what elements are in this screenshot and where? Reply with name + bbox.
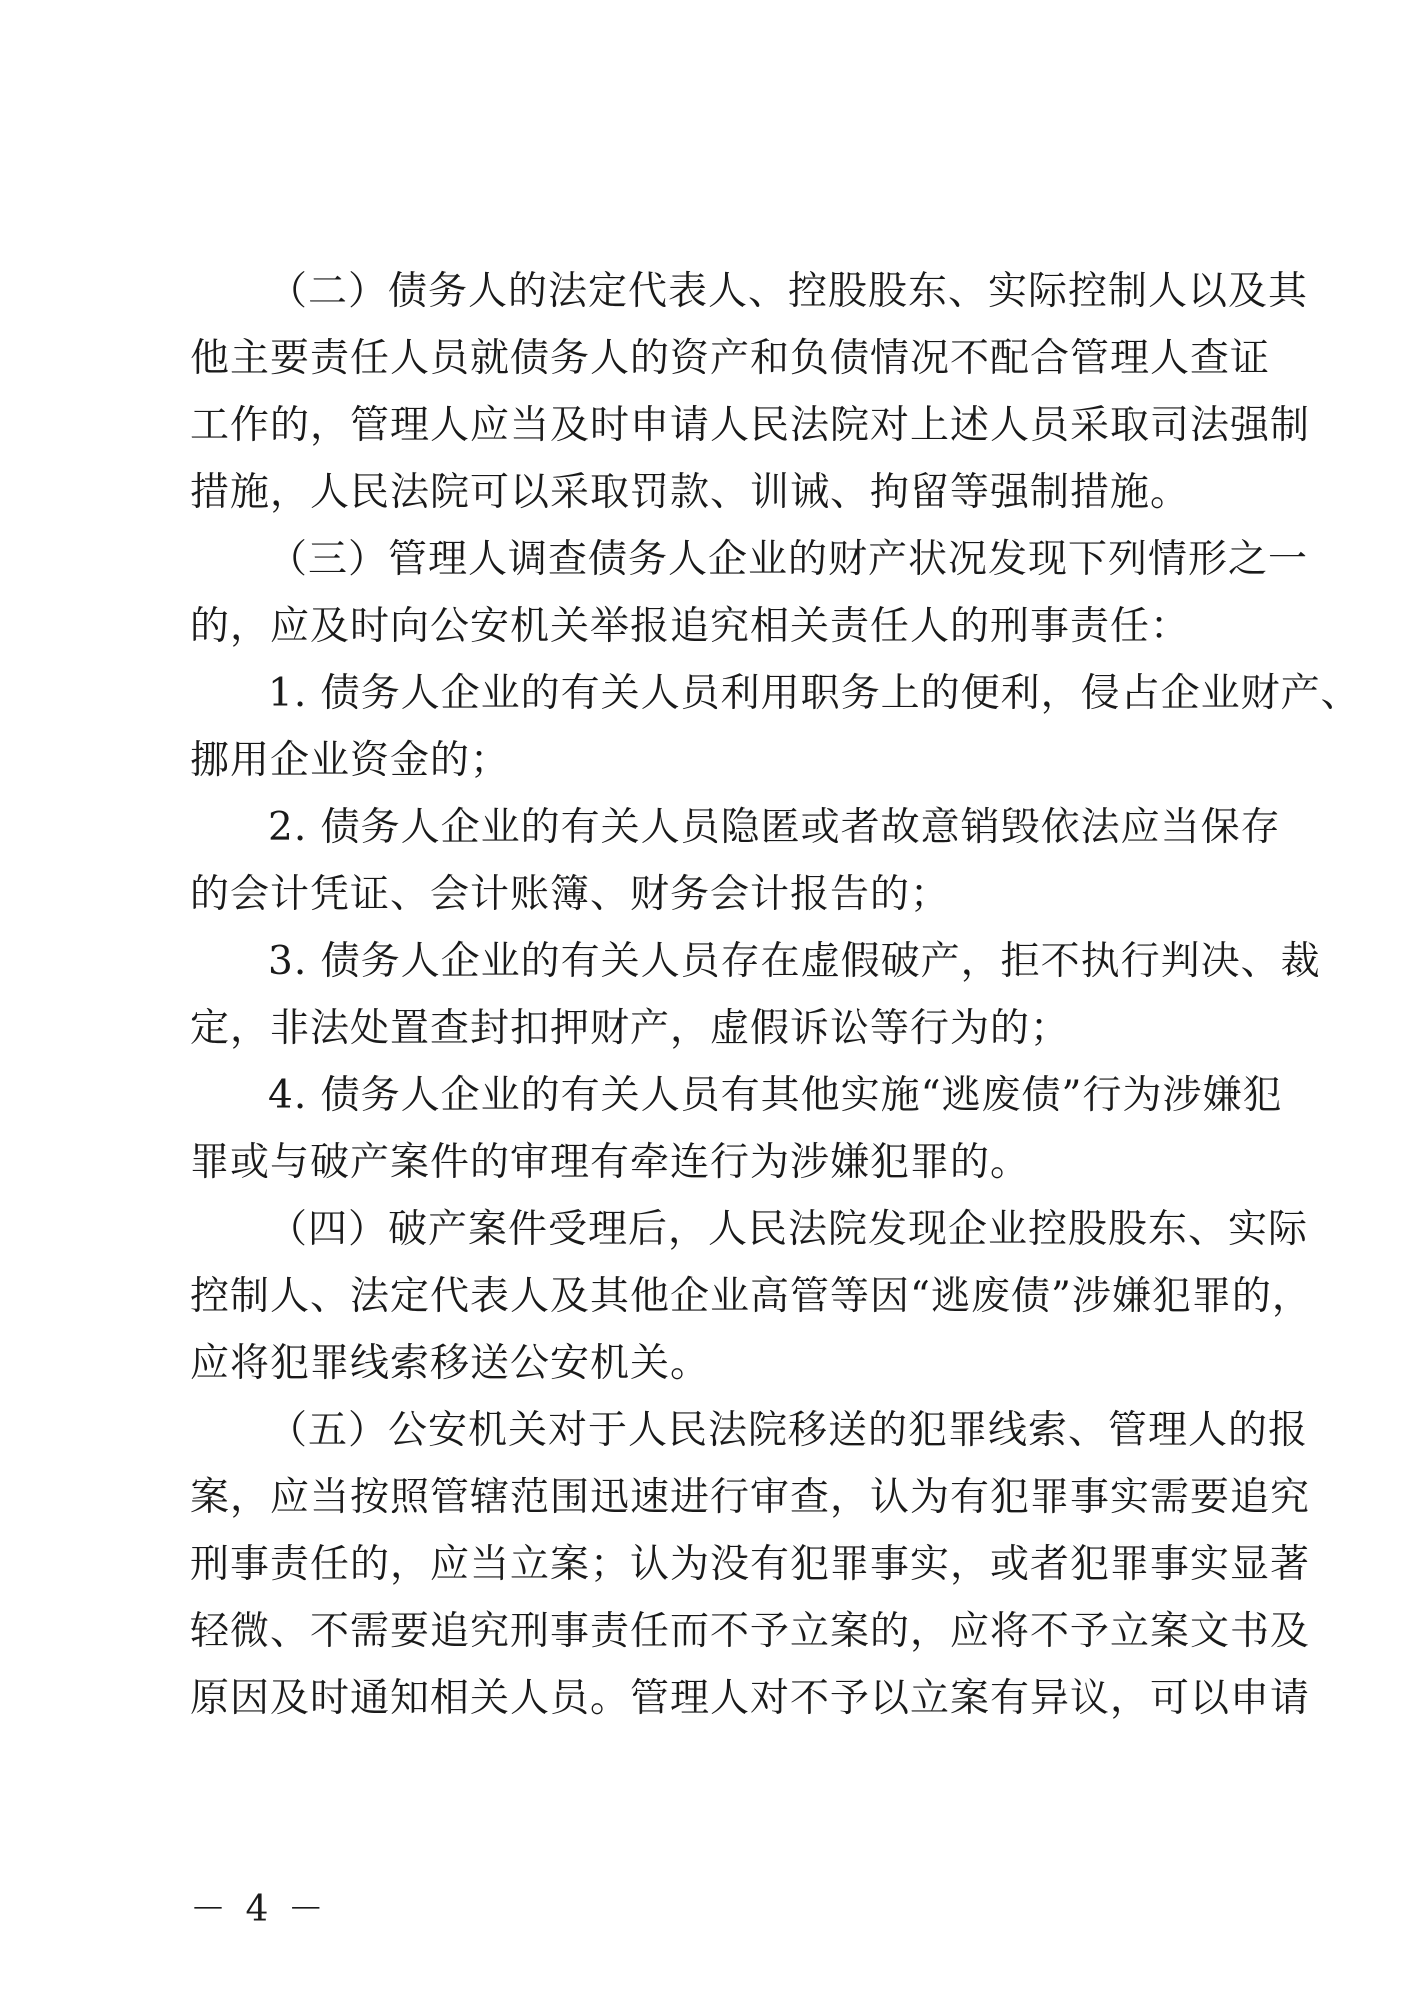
list-item-3: [190, 928, 1321, 1062]
text-line: 的会计凭证、会计账簿、财务会计报告的；: [190, 872, 951, 917]
text-line: 的，应及时向公安机关举报追究相关责任人的刑事责任：: [190, 604, 1191, 649]
text-line: 2. 债务人企业的有关人员隐匿或者故意销毁依法应当保存: [268, 805, 1281, 850]
text-line: 4. 债务人企业的有关人员有其他实施“逃废债”行为涉嫌犯: [268, 1073, 1283, 1118]
text-line: 定，非法处置查封扣押财产，虚假诉讼等行为的；: [190, 1006, 1071, 1051]
text-line: 3. 债务人企业的有关人员存在虚假破产，拒不执行判决、裁: [268, 939, 1321, 984]
list-item-1: [190, 660, 1361, 794]
text-line: 应将犯罪线索移送公安机关。: [190, 1341, 711, 1386]
text-line: 挪用企业资金的；: [190, 738, 511, 783]
text-line: 工作的，管理人应当及时申请人民法院对上述人员采取司法强制: [190, 403, 1311, 448]
page-number: － 4 －: [190, 1889, 328, 1930]
text-line: 罪或与破产案件的审理有牵连行为涉嫌犯罪的。: [190, 1140, 1031, 1185]
paragraph-2: [190, 258, 1311, 526]
text-line: 他主要责任人员就债务人的资产和负债情况不配合管理人查证: [190, 336, 1271, 381]
text-line: 轻微、不需要追究刑事责任而不予立案的，应将不予立案文书及: [190, 1609, 1311, 1654]
text-line: 原因及时通知相关人员。管理人对不予以立案有异议，可以申请: [190, 1676, 1311, 1721]
paragraph-4: [190, 1196, 1312, 1397]
text-line: （五）公安机关对于人民法院移送的犯罪线索、管理人的报: [268, 1408, 1309, 1453]
paragraph-3: [190, 526, 1309, 660]
text-line: 1. 债务人企业的有关人员利用职务上的便利，侵占企业财产、: [268, 671, 1361, 716]
text-line: 措施，人民法院可以采取罚款、训诫、拘留等强制措施。: [190, 470, 1191, 515]
text-line: 刑事责任的，应当立案；认为没有犯罪事实，或者犯罪事实显著: [190, 1542, 1311, 1587]
text-line: 案，应当按照管辖范围迅速进行审查，认为有犯罪事实需要追究: [190, 1475, 1311, 1520]
text-line: 控制人、法定代表人及其他企业高管等因“逃废债”涉嫌犯罪的，: [190, 1274, 1312, 1319]
list-item-4: [190, 1062, 1283, 1196]
text-line: （四）破产案件受理后，人民法院发现企业控股股东、实际: [268, 1207, 1309, 1252]
paragraph-5: [190, 1397, 1311, 1732]
text-line: （三）管理人调查债务人企业的财产状况发现下列情形之一: [268, 537, 1309, 582]
document-body: [190, 258, 1361, 1732]
list-item-2: [190, 794, 1281, 928]
text-line: （二）债务人的法定代表人、控股股东、实际控制人以及其: [268, 269, 1309, 314]
